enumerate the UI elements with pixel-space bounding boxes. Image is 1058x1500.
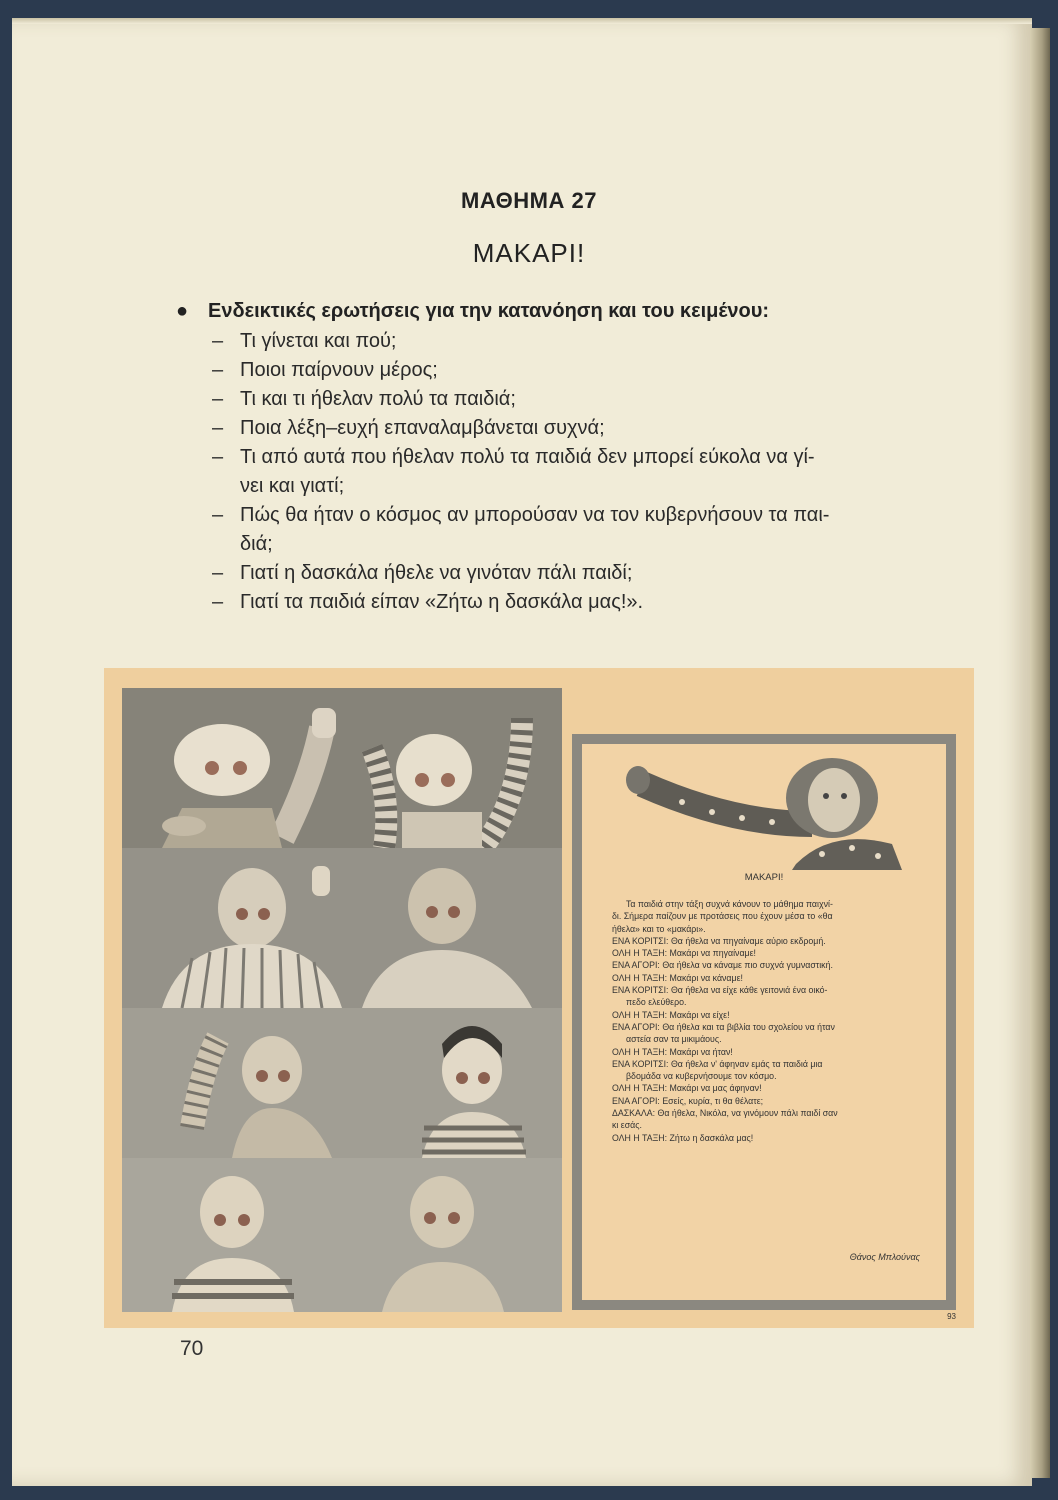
illustration-panel [122,848,562,1008]
inset-line: ΕΝΑ ΚΟΡΙΤΣΙ: Θα ήθελα να είχε κάθε γειτονιά ένα οικό- [612,985,828,996]
illustration-panel [122,1158,562,1312]
questions-heading [176,300,769,323]
question-item: – Πώς θα ήταν ο κόσμος αν μπορούσαν να τον κυβερνήσουν τα παι- [212,504,830,526]
page-top-edge [12,18,1032,24]
questions-heading-text: Ενδεικτικές ερωτήσεις για την κατανόηση και του κειμένου: [208,300,770,322]
inset-page-number: 93 [947,1312,956,1321]
inset-line: ήθελα» και το «μακάρι». [612,923,706,934]
inset-dialogue [612,898,932,1144]
inset-line: ΟΛΗ Η ΤΑΞΗ: Μακάρι να κάναμε! [612,972,743,983]
inset-line: ΟΛΗ Η ΤΑΞΗ: Μακάρι να πηγαίναμε! [612,948,756,959]
question-item: – Γιατί η δασκάλα ήθελε να γινόταν πάλι παιδί; [212,562,633,584]
lesson-title: ΜΑΚΑΡΙ! [472,238,586,268]
illustration-panel [122,1008,562,1158]
inset-page-frame [572,734,956,1310]
question-item: – Γιατί τα παιδιά είπαν «Ζήτω η δασκάλα μας!». [212,591,644,613]
question-item-continuation: νει και γιατί; [240,475,345,497]
inset-line: αστεία σαν τα μικιμάους. [626,1034,722,1045]
bullet-icon: ● [176,300,189,322]
children-raising-hand-drawing [122,1008,562,1158]
inset-line: ΟΛΗ Η ΤΑΞΗ: Μακάρι να είχε! [612,1009,730,1020]
children-faces-drawing [122,1158,562,1312]
children-sitting-drawing [122,848,562,1008]
inset-line: κι εσάς. [612,1120,642,1131]
page-number: 70 [180,1337,204,1360]
questions-list [212,327,912,617]
inset-page [582,744,946,1300]
inset-title: ΜΑΚΑΡΙ! [744,872,784,883]
question-item: – Ποια λέξη–ευχή επαναλαμβάνεται συχνά; [212,417,605,439]
question-item: – Τι και τι ήθελαν πολύ τα παιδιά; [212,388,516,410]
question-item: – Τι γίνεται και πού; [212,330,397,352]
inset-line: ΟΛΗ Η ΤΑΞΗ: Μακάρι να μας άφηναν! [612,1083,762,1094]
inset-line: ΕΝΑ ΑΓΟΡΙ: Θα ήθελα και τα βιβλία του σχολείου να ήταν [612,1021,835,1032]
inset-line: ΔΑΣΚΑΛΑ: Θα ήθελα, Νικόλα, να γινόμουν πάλι παιδί σαν [612,1108,838,1119]
inset-line: ΕΝΑ ΑΓΟΡΙ: Εσείς, κυρία, τι θα θέλατε; [612,1095,764,1106]
question-item-continuation: διά; [240,533,273,555]
children-waving-drawing [122,688,562,848]
teacher-drawing [582,744,946,874]
inset-line: Τα παιδιά στην τάξη συχνά κάνουν το μάθημα παιχνί- [626,899,833,909]
inset-line: ΕΝΑ ΚΟΡΙΤΣΙ: Θα ήθελα ν' άφηναν εμάς τα παιδιά μια [612,1058,823,1069]
inset-line: ΕΝΑ ΚΟΡΙΤΣΙ: Θα ήθελα να πηγαίναμε αύριο εκδρομή. [612,935,826,946]
lesson-number: ΜΑΘΗΜΑ 27 [461,188,597,213]
textbook-figure [104,668,974,1328]
children-illustration [122,688,562,1312]
inset-author: Θάνος Μπλούνας [849,1252,920,1262]
inset-line: δι. Σήμερα παίζουν με προτάσεις που έχουν μέσα το «θα [612,911,833,922]
inset-line: βδομάδα να κυβερνήσουμε τον κόσμο. [626,1071,777,1082]
inset-line: ΟΛΗ Η ΤΑΞΗ: Ζήτω η δασκάλα μας! [612,1132,754,1143]
inset-line: πεδο ελεύθερο. [626,997,687,1008]
illustration-panel [122,688,562,848]
question-item: – Ποιοι παίρνουν μέρος; [212,359,438,381]
inset-line: ΕΝΑ ΑΓΟΡΙ: Θα ήθελα να κάναμε πιο συχνά γυμναστική. [612,960,833,971]
question-item: – Τι από αυτά που ήθελαν πολύ τα παιδιά δεν μπορεί εύκολα να γί- [212,446,815,468]
inset-line: ΟΛΗ Η ΤΑΞΗ: Μακάρι να ήταν! [612,1046,733,1057]
